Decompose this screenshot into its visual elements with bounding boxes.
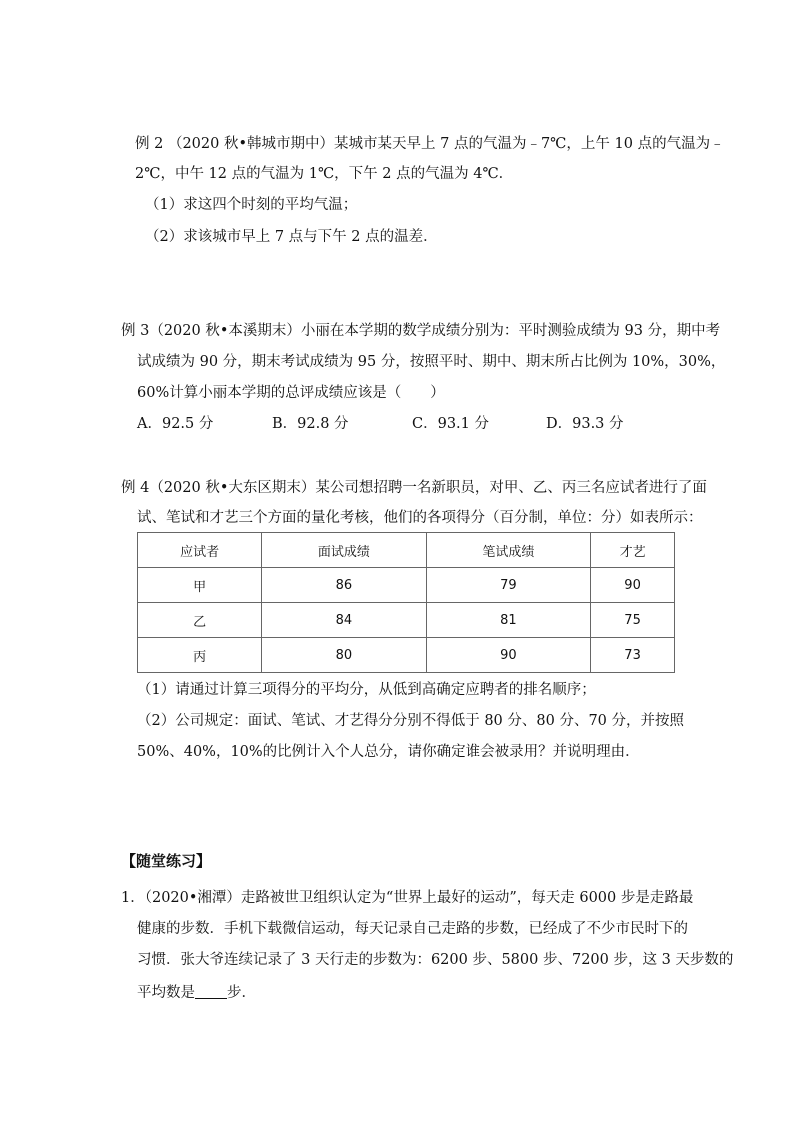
table-cell: 80 [262, 638, 427, 673]
table-cell: 79 [426, 568, 591, 603]
header-interview: 面试成绩 [262, 533, 427, 568]
practice-1-line-4-prefix: 平均数是 [137, 985, 195, 1001]
ex3-option-c: C．93.1 分 [412, 416, 489, 432]
practice-1-line-2: 健康的步数．手机下载微信运动，每天记录自己走路的步数，已经成了不少市民时下的 [137, 921, 688, 937]
ex2-question-1: （1）求这四个时刻的平均气温； [145, 197, 358, 213]
table-header-row [138, 533, 675, 568]
ex2-question-2: （2）求该城市早上 7 点与下午 2 点的温差． [145, 229, 438, 245]
table-cell: 丙 [138, 638, 262, 673]
table-cell: 90 [426, 638, 591, 673]
ex3-line-3: 60%计算小丽本学期的总评成绩应该是（ ） [137, 385, 445, 401]
practice-1-line-1: 1．（2020•湘潭）走路被世卫组织认定为“世界上最好的运动”，每天走 6000 步是走路最 [121, 890, 694, 906]
ex3-option-d: D．93.3 分 [546, 416, 624, 432]
table-cell: 75 [591, 603, 675, 638]
table-row [138, 638, 675, 673]
table-cell: 甲 [138, 568, 262, 603]
ex4-line-2: 试、笔试和才艺三个方面的量化考核，他们的各项得分（百分制，单位：分）如表所示： [137, 510, 703, 526]
table-row [138, 568, 675, 603]
ex4-line-1: 例 4（2020 秋•大东区期末）某公司想招聘一名新职员，对甲、乙、丙三名应试者进行了面 [121, 480, 707, 496]
practice-1-line-4 [137, 983, 256, 1003]
table-cell: 86 [262, 568, 427, 603]
table-cell: 乙 [138, 603, 262, 638]
ex3-option-b: B．92.8 分 [272, 416, 349, 432]
table-cell: 81 [426, 603, 591, 638]
ex2-line-2: 2℃，中午 12 点的气温为 1℃，下午 2 点的气温为 4℃． [135, 166, 514, 182]
ex3-option-a: A．92.5 分 [137, 416, 214, 432]
table-row [138, 603, 675, 638]
table-cell: 90 [591, 568, 675, 603]
table-cell: 73 [591, 638, 675, 673]
practice-1-line-3: 习惯．张大爷连续记录了 3 天行走的步数为：6200 步、5800 步、7200 步，这 3 天步数的 [137, 952, 734, 968]
ex4-question-2-line-2: 50%、40%，10%的比例计入个人总分，请你确定谁会被录用？并说明理由． [137, 744, 640, 760]
ex4-question-2-line-1: （2）公司规定：面试、笔试、才艺得分分别不得低于 80 分、80 分、70 分，并按照 [137, 713, 685, 729]
header-written: 笔试成绩 [426, 533, 591, 568]
section-heading: 【随堂练习】 [121, 852, 212, 870]
ex2-line-1: 例 2 （2020 秋•韩城市期中）某城市某天早上 7 点的气温为﹣7℃，上午 10 点的气温为﹣ [135, 136, 725, 152]
table-cell: 84 [262, 603, 427, 638]
ex3-line-2: 试成绩为 90 分，期末考试成绩为 95 分，按照平时、期中、期末所占比例为 10%，30%， [137, 354, 726, 370]
header-talent: 才艺 [591, 533, 675, 568]
header-candidate: 应试者 [138, 533, 262, 568]
score-table [137, 532, 675, 673]
ex3-line-1: 例 3（2020 秋•本溪期末）小丽在本学期的数学成绩分别为：平时测验成绩为 93 分，期中考 [121, 323, 721, 339]
answer-blank [195, 984, 227, 999]
practice-1-line-4-suffix: 步． [227, 985, 256, 1001]
ex4-question-1: （1）请通过计算三项得分的平均分，从低到高确定应聘者的排名顺序； [137, 682, 596, 698]
